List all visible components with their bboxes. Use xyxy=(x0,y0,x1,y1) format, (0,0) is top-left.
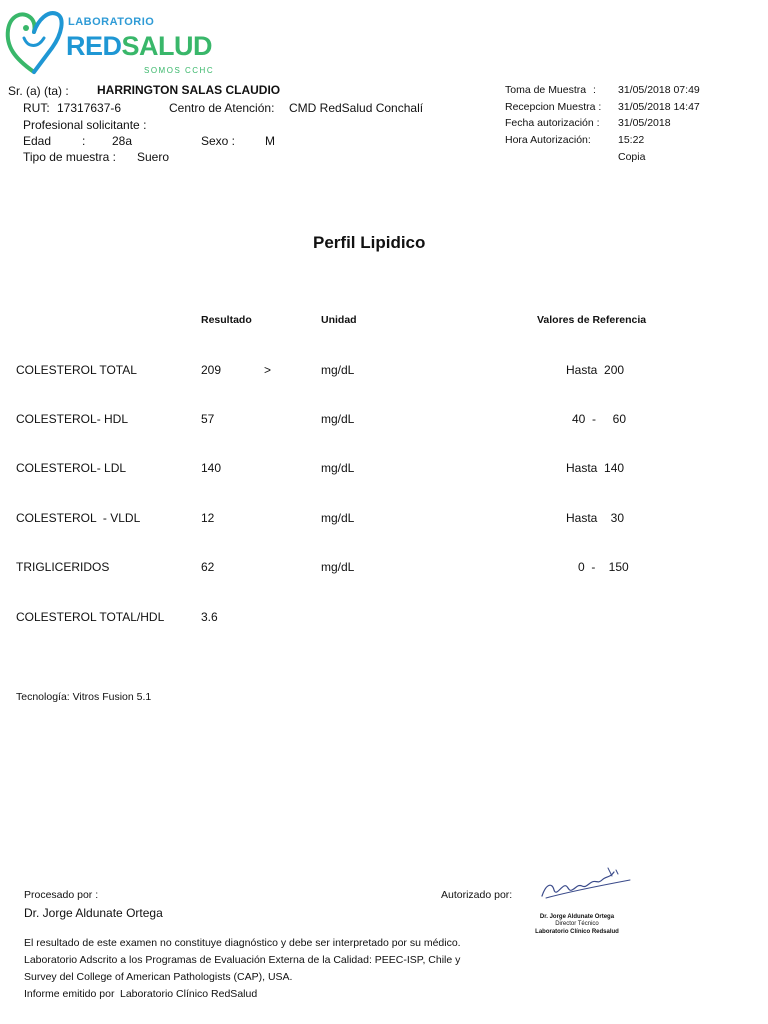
test-result: 3.6 xyxy=(201,610,218,624)
signature-org: Laboratorio Clínico Redsalud xyxy=(535,929,619,935)
test-name: COLESTEROL TOTAL/HDL xyxy=(16,610,165,624)
rut-value: 17317637-6 xyxy=(57,101,122,115)
lab-tagline: SOMOS CCHC xyxy=(144,66,215,75)
report-title: Perfil Lipidico xyxy=(313,233,426,252)
authorized-label: Autorizado por: xyxy=(441,889,513,901)
technology-note: Tecnología: Vitros Fusion 5.1 xyxy=(16,691,152,703)
test-reference: Hasta 140 xyxy=(566,461,625,475)
rut-label: RUT: xyxy=(23,101,50,115)
issued-by: Laboratorio Clínico RedSalud xyxy=(120,988,258,1000)
test-unit: mg/dL xyxy=(321,560,355,574)
toma-sep: : xyxy=(593,84,596,96)
disclaimer-line-1: El resultado de este examen no constituye diagnóstico y debe ser interpretado por su médico. xyxy=(24,937,461,949)
issued-label: Informe emitido por xyxy=(24,988,115,1000)
sample-type-value: Suero xyxy=(137,150,170,164)
recepcion-value: 31/05/2018 14:47 xyxy=(618,101,700,113)
test-name: COLESTEROL- HDL xyxy=(16,412,129,426)
age-sep: : xyxy=(82,134,86,148)
age-label: Edad xyxy=(23,134,52,148)
copy-label: Copia xyxy=(618,151,646,163)
signature-title: Director Técnico xyxy=(555,921,599,927)
result-flag: > xyxy=(264,363,272,377)
test-reference: 40 - 60 xyxy=(572,412,627,426)
age-value: 28a xyxy=(112,134,133,148)
header-unit: Unidad xyxy=(321,314,357,326)
sex-value: M xyxy=(265,134,275,148)
sex-label: Sexo : xyxy=(201,134,236,148)
disclaimer-line-3: Survey del College of American Pathologists (CAP), USA. xyxy=(24,971,293,983)
fecha-aut-value: 31/05/2018 xyxy=(618,117,671,129)
header-result: Resultado xyxy=(201,314,252,326)
signature-name: Dr. Jorge Aldunate Ortega xyxy=(539,914,615,920)
patient-name-label: Sr. (a) (ta) : xyxy=(8,84,69,98)
lab-name-big: REDSALUD xyxy=(66,31,213,61)
test-unit: mg/dL xyxy=(321,511,355,525)
test-name: COLESTEROL TOTAL xyxy=(16,363,137,377)
patient-name: HARRINGTON SALAS CLAUDIO xyxy=(97,83,281,97)
test-reference: Hasta 30 xyxy=(566,511,625,525)
header-reference: Valores de Referencia xyxy=(537,314,647,326)
test-name: COLESTEROL - VLDL xyxy=(16,511,141,525)
toma-value: 31/05/2018 07:49 xyxy=(618,84,700,96)
processed-label: Procesado por : xyxy=(24,889,99,901)
professional-label: Profesional solicitante : xyxy=(23,118,147,132)
heart-logo-icon xyxy=(4,4,64,78)
processed-by: Dr. Jorge Aldunate Ortega xyxy=(24,906,163,920)
test-result: 12 xyxy=(201,511,215,525)
fecha-aut-label: Fecha autorización : xyxy=(505,117,600,129)
center-label: Centro de Atención: xyxy=(169,101,275,115)
lab-name-small: LABORATORIO xyxy=(68,16,155,28)
recepcion-label: Recepcion Muestra : xyxy=(505,101,602,113)
disclaimer-line-2: Laboratorio Adscrito a los Programas de Evaluación Externa de la Calidad: PEEC-ISP, Chile y xyxy=(24,954,461,966)
sample-type-label: Tipo de muestra : xyxy=(23,150,116,164)
hora-aut-label: Hora Autorización: xyxy=(505,134,591,146)
toma-label: Toma de Muestra xyxy=(505,84,587,96)
signature-icon xyxy=(538,862,634,910)
test-unit: mg/dL xyxy=(321,363,355,377)
test-result: 140 xyxy=(201,461,222,475)
test-result: 209 xyxy=(201,363,222,377)
test-name: TRIGLICERIDOS xyxy=(16,560,110,574)
test-result: 57 xyxy=(201,412,215,426)
hora-aut-value: 15:22 xyxy=(618,134,645,146)
test-name: COLESTEROL- LDL xyxy=(16,461,127,475)
test-reference: 0 - 150 xyxy=(578,560,629,574)
test-result: 62 xyxy=(201,560,215,574)
test-unit: mg/dL xyxy=(321,412,355,426)
test-reference: Hasta 200 xyxy=(566,363,625,377)
test-unit: mg/dL xyxy=(321,461,355,475)
center-value: CMD RedSalud Conchalí xyxy=(289,101,424,115)
